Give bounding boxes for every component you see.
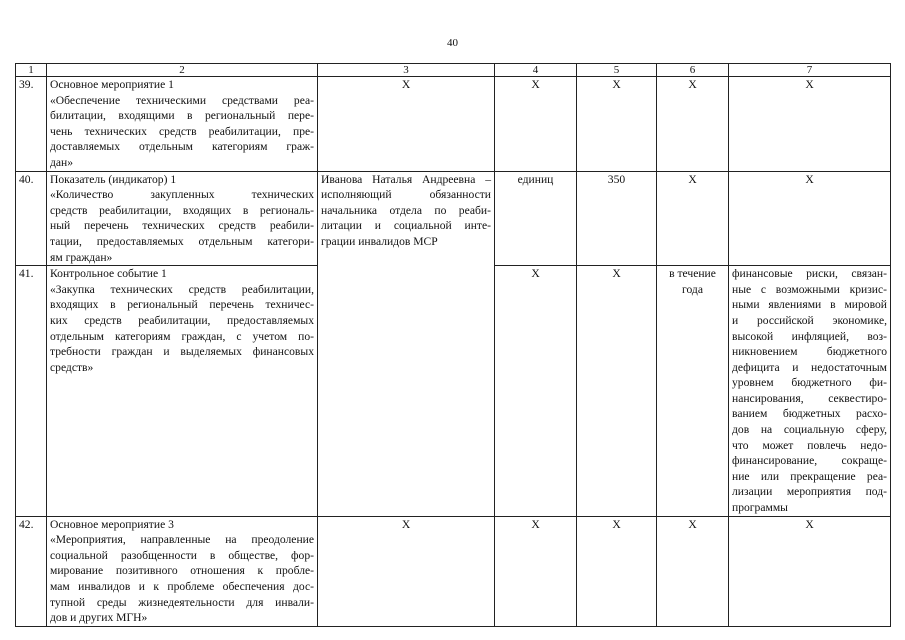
risk-line: что может повлечь недо-: [732, 438, 887, 452]
risk-cell: X: [729, 77, 891, 172]
desc-line: требности граждан и выделяемых финансовых: [50, 345, 314, 359]
row-description: [47, 266, 318, 517]
responsible-cell: X: [318, 516, 495, 626]
unit-cell: X: [495, 516, 577, 626]
table-row: [16, 516, 891, 626]
risk-line: программы: [732, 501, 788, 515]
unit-cell: X: [495, 266, 577, 517]
value-cell: X: [577, 516, 657, 626]
row-title: Основное мероприятие 3: [50, 517, 174, 531]
desc-line: «Количество закупленных технических: [50, 188, 314, 202]
header-cell: 2: [47, 64, 318, 77]
responsible-cell: X: [318, 77, 495, 172]
value-cell: X: [577, 77, 657, 172]
desc-line: «Закупка технических средств реабилитации,: [50, 282, 314, 296]
risk-cell: X: [729, 171, 891, 266]
row-number: 39.: [16, 77, 47, 172]
risk-line: уровнем бюджетного фи-: [732, 376, 887, 390]
row-number: 40.: [16, 171, 47, 266]
unit-cell: единиц: [495, 171, 577, 266]
risk-line: высокой инфляцией, воз-: [732, 329, 887, 343]
desc-line: «Мероприятия, направленные на преодоление: [50, 533, 314, 547]
desc-line: средств»: [50, 360, 94, 374]
desc-line: дов и других МГН»: [50, 611, 148, 625]
header-cell: 1: [16, 64, 47, 77]
desc-line: дан»: [50, 155, 74, 169]
unit-cell: X: [495, 77, 577, 172]
risk-cell: [729, 266, 891, 517]
term-line: в течение: [669, 267, 716, 281]
row-description: [47, 77, 318, 172]
row-title: Основное мероприятие 1: [50, 78, 174, 91]
risk-line: нансирования, секвестиро-: [732, 391, 887, 405]
desc-line: мам инвалидов и к проблеме обеспечения дос-: [50, 580, 314, 593]
responsible-line: исполняющий обязанности: [321, 188, 491, 202]
term-cell: X: [657, 77, 729, 172]
header-cell: 6: [657, 64, 729, 77]
row-title: Показатель (индикатор) 1: [50, 172, 177, 186]
desc-line: билитации, входящими в региональный пере-: [50, 109, 314, 123]
row-title: Контрольное событие 1: [50, 267, 167, 281]
desc-line: ный перечень технических средств реабили-: [50, 219, 314, 233]
risk-cell: X: [729, 516, 891, 626]
risk-line: никновением бюджетного: [732, 345, 887, 359]
header-cell: 4: [495, 64, 577, 77]
desc-line: отдельным категориям граждан, с учетом по-: [50, 329, 314, 343]
responsible-cell: [318, 171, 495, 516]
risk-line: ние или прекращение реа-: [732, 469, 887, 483]
risk-line: дов на социальную сферу,: [732, 423, 887, 437]
term-line: года: [682, 282, 703, 296]
desc-line: доставляемых отдельным категориям граж-: [50, 140, 314, 154]
risk-line: финансирование, сокраще-: [732, 454, 887, 468]
term-cell: X: [657, 516, 729, 626]
term-cell: [657, 266, 729, 517]
row-description: [47, 516, 318, 626]
value-cell: X: [577, 266, 657, 517]
header-cell: 7: [729, 64, 891, 77]
responsible-line: начальника отдела по реаби-: [321, 203, 491, 217]
risk-line: и российской экономике,: [732, 313, 887, 327]
responsible-line: Иванова Наталья Андреевна –: [321, 172, 491, 186]
row-description: [47, 171, 318, 266]
desc-line: ких средств реабилитации, предоставляемых: [50, 313, 314, 327]
desc-line: ям граждан»: [50, 250, 113, 264]
header-cell: 3: [318, 64, 495, 77]
table-row: [16, 77, 891, 172]
desc-line: социальной разобщенности в обществе, фор-: [50, 548, 314, 562]
header-row: [16, 64, 891, 77]
risk-line: ные с возможными кризис-: [732, 282, 887, 296]
desc-line: тупной среды жизнедеятельности для инвали-: [50, 595, 314, 609]
risk-line: ными явлениями в мировой: [732, 298, 887, 312]
term-cell: X: [657, 171, 729, 266]
responsible-line: грации инвалидов МСР: [321, 234, 438, 248]
desc-line: входящих в региональный перечень техничес-: [50, 298, 314, 312]
row-number: 42.: [16, 516, 47, 626]
header-cell: 5: [577, 64, 657, 77]
responsible-line: литации и социальной инте-: [321, 219, 491, 233]
main-table: [15, 63, 891, 627]
table-row: [16, 171, 891, 266]
risk-line: финансовые риски, связан-: [732, 267, 887, 281]
value-cell: 350: [577, 171, 657, 266]
risk-line: ванием бюджетных расхо-: [732, 407, 887, 421]
page-number: 40: [447, 37, 458, 49]
desc-line: средств реабилитации, входящих в региональ-: [50, 203, 314, 217]
row-number: 41.: [16, 266, 47, 517]
risk-line: дефицита и недостаточным: [732, 360, 887, 374]
desc-line: тации, предоставляемых отдельным категори-: [50, 234, 314, 248]
desc-line: мирование позитивного отношения к пробле-: [50, 564, 314, 578]
desc-line: «Обеспечение техническими средствами реа-: [50, 93, 314, 107]
desc-line: чень технических средств реабилитации, пре-: [50, 124, 314, 138]
risk-line: лизации мероприятия под-: [732, 485, 887, 499]
